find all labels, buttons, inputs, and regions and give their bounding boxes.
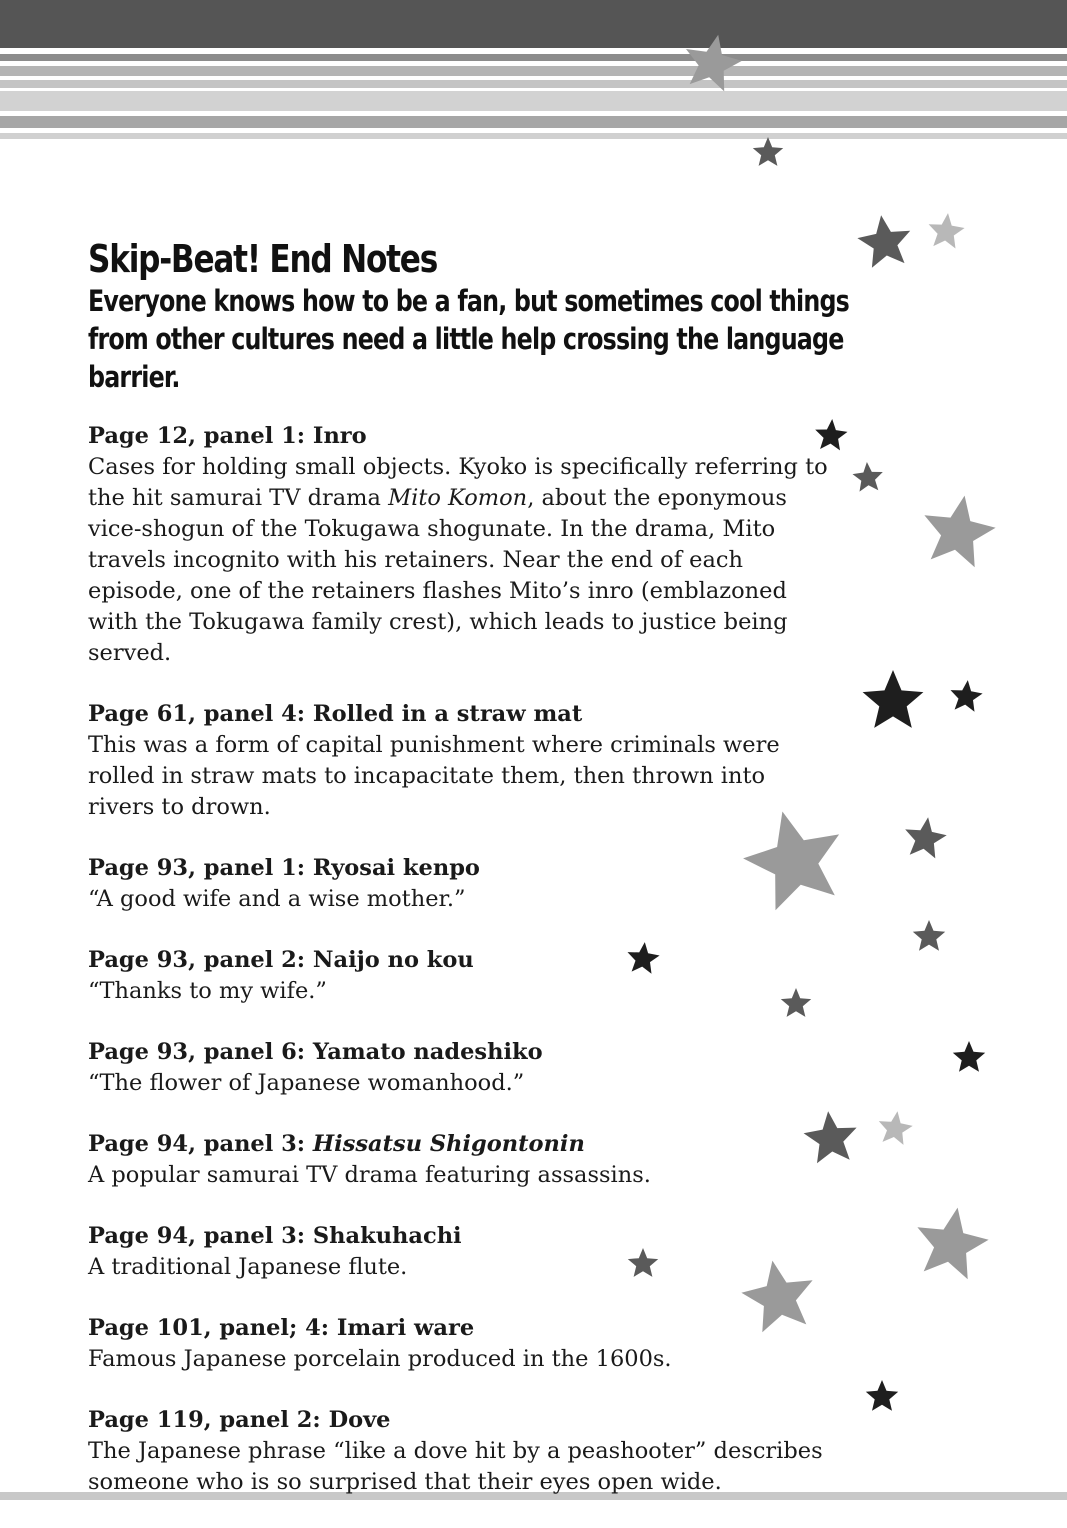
note-ref: Page 93, panel 2: bbox=[88, 947, 313, 973]
star-icon bbox=[686, 35, 742, 92]
star-icon bbox=[951, 680, 983, 712]
note-body: Famous Japanese porcelain produced in the 1600s. bbox=[88, 1346, 672, 1372]
note-item bbox=[88, 699, 833, 823]
note-ref: Page 101, panel; 4: bbox=[88, 1315, 337, 1341]
note-body: A popular samurai TV drama featuring assassins. bbox=[88, 1162, 651, 1188]
note-body-text: Cases for holding small objects. Kyoko is specifically referring to the hit samurai TV drama bbox=[88, 454, 828, 511]
star-icon bbox=[866, 1380, 898, 1411]
star-icon bbox=[917, 1208, 988, 1280]
note-topic: Hissatsu Shigontonin bbox=[312, 1131, 585, 1157]
note-body: The Japanese phrase “like a dove hit by a peashooter” describes someone who is so surprised that their eyes open wide. bbox=[88, 1438, 823, 1495]
note-topic: Naijo no kou bbox=[312, 947, 474, 973]
star-icon bbox=[924, 496, 995, 568]
page-header bbox=[88, 236, 928, 396]
note-item bbox=[88, 945, 833, 1007]
note-body: This was a form of capital punishment where criminals were rolled in straw mats to incapacitate them, then thrown into rivers to drown. bbox=[88, 732, 780, 820]
note-topic: Yamato nadeshiko bbox=[312, 1039, 543, 1065]
page-subtitle: Everyone knows how to be a fan, but sometimes cool things from other cultures need a little help crossing the language barrier. bbox=[88, 284, 850, 394]
notes-list bbox=[88, 421, 833, 1528]
note-item bbox=[88, 853, 833, 915]
note-item bbox=[88, 1129, 833, 1191]
note-heading bbox=[88, 423, 367, 449]
note-ref: Page 93, panel 1: bbox=[88, 855, 313, 881]
note-topic: Dove bbox=[328, 1407, 391, 1433]
note-ref: Page 94, panel 3: bbox=[88, 1223, 313, 1249]
note-ref: Page 94, panel 3: bbox=[88, 1131, 313, 1157]
note-ref: Page 12, panel 1: bbox=[88, 423, 313, 449]
note-ref: Page 61, panel 4: bbox=[88, 701, 313, 727]
note-topic: Shakuhachi bbox=[312, 1223, 462, 1249]
note-item bbox=[88, 421, 833, 669]
note-heading bbox=[88, 855, 480, 881]
note-topic: Inro bbox=[312, 423, 367, 449]
note-body: “A good wife and a wise mother.” bbox=[88, 886, 466, 912]
star-icon bbox=[853, 462, 883, 492]
note-body bbox=[88, 452, 833, 669]
note-heading bbox=[88, 701, 582, 727]
note-item bbox=[88, 1221, 833, 1283]
note-heading bbox=[88, 1315, 474, 1341]
note-item bbox=[88, 1313, 833, 1375]
note-heading bbox=[88, 1039, 543, 1065]
star-icon bbox=[929, 213, 965, 248]
note-body: “The flower of Japanese womanhood.” bbox=[88, 1070, 525, 1096]
note-topic: Rolled in a straw mat bbox=[312, 701, 583, 727]
note-heading bbox=[88, 947, 474, 973]
note-item bbox=[88, 1037, 833, 1099]
note-body-text: , about the eponymous vice-shogun of the Tokugawa shogunate. In the drama, Mito travels incognito with his retainers. Near the end of each episode, one of the retainers flashes Mito’s inro (emblazoned with the Tokugawa family crest), which leads to justice being served. bbox=[88, 485, 788, 666]
note-heading bbox=[88, 1407, 391, 1433]
note-body: “Thanks to my wife.” bbox=[88, 978, 327, 1004]
star-icon bbox=[913, 920, 945, 951]
star-icon bbox=[905, 817, 947, 858]
note-topic: Imari ware bbox=[336, 1315, 475, 1341]
show-title: Mito Komon bbox=[388, 485, 528, 511]
star-icon bbox=[753, 137, 783, 166]
star-icon bbox=[863, 670, 924, 728]
page-title: Skip-Beat! End Notes bbox=[88, 237, 438, 281]
note-heading bbox=[88, 1223, 462, 1249]
star-icon bbox=[953, 1041, 985, 1072]
star-icon bbox=[879, 1111, 913, 1145]
note-item bbox=[88, 1405, 833, 1498]
note-topic: Ryosai kenpo bbox=[312, 855, 480, 881]
note-ref: Page 119, panel 2: bbox=[88, 1407, 329, 1433]
note-ref: Page 93, panel 6: bbox=[88, 1039, 313, 1065]
note-body: A traditional Japanese flute. bbox=[88, 1254, 408, 1280]
note-heading bbox=[88, 1131, 585, 1157]
